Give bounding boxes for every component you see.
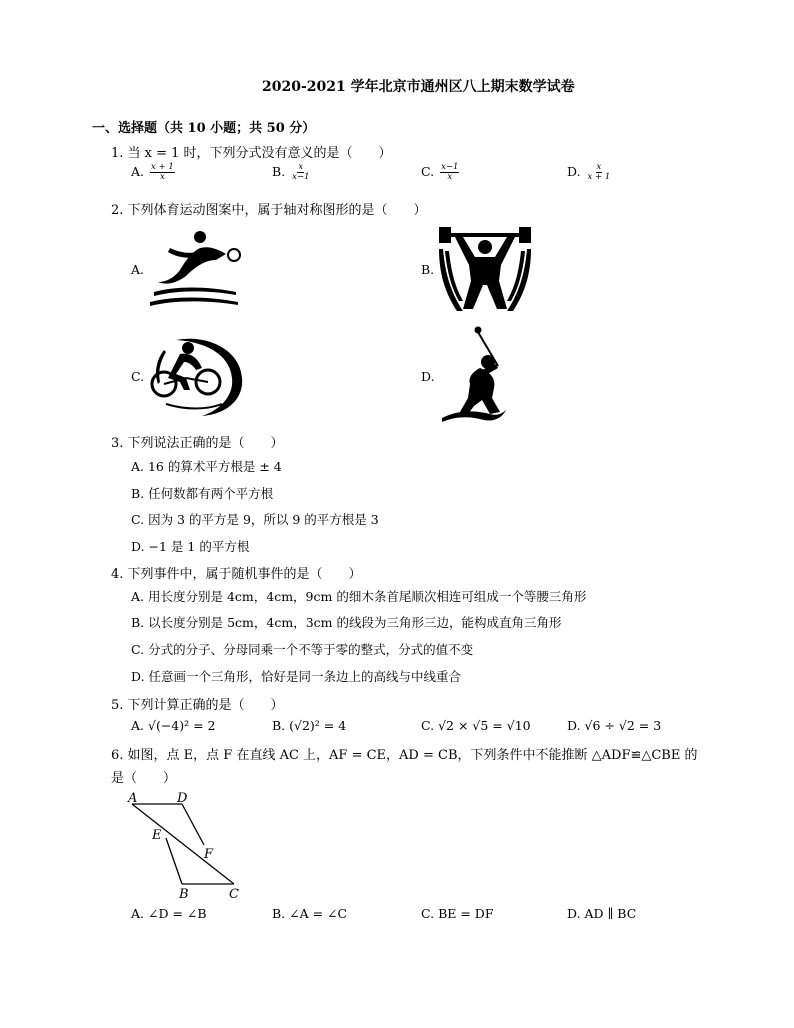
page-title: 2020-2021 学年北京市通州区八上期末数学试卷	[262, 79, 575, 95]
option-label: C.	[421, 163, 435, 179]
point-label-e: E	[152, 828, 162, 843]
question-3-stem: 3. 下列说法正确的是（ ）	[111, 436, 284, 451]
option-label: D.	[567, 163, 581, 179]
question-4-option-a[interactable]: A. 用长度分别是 4cm，4cm，9cm 的细木条首尾顺次相连可组成一个等腰三角形	[131, 589, 587, 604]
point-label-c: C	[229, 887, 239, 902]
question-2-option-d[interactable]: D.	[421, 369, 435, 384]
point-label-d: D	[177, 791, 188, 806]
question-5-option-a[interactable]: A. √(−4)² = 2	[131, 718, 216, 733]
question-3-option-d[interactable]: D. −1 是 1 的平方根	[131, 539, 250, 554]
question-5-option-d[interactable]: D. √6 ÷ √2 = 3	[567, 718, 662, 733]
question-3-option-c[interactable]: C. 因为 3 的平方是 9，所以 9 的平方根是 3	[131, 512, 379, 527]
question-3-option-a[interactable]: A. 16 的算术平方根是 ± 4	[131, 459, 282, 474]
question-1-option-d[interactable]	[567, 163, 611, 182]
question-2-stem: 2. 下列体育运动图案中，属于轴对称图形的是（ ）	[111, 203, 427, 218]
question-5-option-b[interactable]: B. (√2)² = 4	[272, 718, 347, 733]
point-label-b: B	[179, 887, 189, 902]
question-2-option-b[interactable]: B.	[421, 262, 435, 277]
question-6-stem: 6. 如图，点 E，点 F 在直线 AC 上，AF = CE，AD = CB，下列条件中不能推断 △ADF≌△CBE 的	[111, 748, 698, 763]
question-1-option-b[interactable]	[272, 163, 310, 182]
fraction: $\frac{x}{x + 1}$	[587, 162, 611, 182]
volleyball-player-icon	[146, 226, 242, 310]
question-1-stem: 1. 当 x = 1 时，下列分式没有意义的是（ ）	[111, 146, 392, 161]
question-2-option-c[interactable]: C.	[131, 369, 145, 384]
fraction: $\frac{x-1}{x}$	[441, 162, 459, 182]
question-6-option-d[interactable]: D. AD ∥ BC	[567, 906, 637, 921]
question-1-option-c[interactable]	[421, 163, 459, 182]
question-4-option-b[interactable]: B. 以长度分别是 5cm，4cm，3cm 的线段为三角形三边，能构成直角三角形	[131, 615, 562, 630]
question-4-stem: 4. 下列事件中，属于随机事件的是（ ）	[111, 567, 362, 582]
question-4-option-d[interactable]: D. 任意画一个三角形，恰好是同一条边上的高线与中线重合	[131, 669, 462, 684]
fraction: $\frac{x}{x-1}$	[292, 162, 310, 182]
question-6-stem-continued: 是（ ）	[111, 771, 177, 786]
question-6-option-b[interactable]: B. ∠A = ∠C	[272, 906, 348, 921]
section-heading: 一、选择题（共 10 小题；共 50 分）	[92, 121, 316, 136]
question-2-option-a[interactable]: A.	[131, 262, 145, 277]
geometry-figure	[122, 788, 252, 902]
question-6-option-c[interactable]: C. BE = DF	[421, 906, 494, 921]
option-label: B.	[272, 163, 286, 179]
question-4-option-c[interactable]: C. 分式的分子、分母同乘一个不等于零的整式，分式的值不变	[131, 642, 474, 657]
question-3-option-b[interactable]: B. 任何数都有两个平方根	[131, 486, 274, 501]
point-label-a: A	[128, 791, 138, 806]
weightlifter-icon	[437, 221, 533, 315]
question-5-option-c[interactable]: C. √2 × √5 = √10	[421, 718, 531, 733]
question-5-stem: 5. 下列计算正确的是（ ）	[111, 698, 284, 713]
question-1-option-a[interactable]	[131, 163, 175, 182]
option-label: A.	[131, 163, 145, 179]
fraction: $\frac{x + 1}{x}$	[151, 162, 174, 182]
cyclist-icon	[146, 334, 246, 418]
point-label-f: F	[204, 847, 214, 862]
golfer-icon	[438, 326, 508, 424]
question-6-option-a[interactable]: A. ∠D = ∠B	[131, 906, 207, 921]
